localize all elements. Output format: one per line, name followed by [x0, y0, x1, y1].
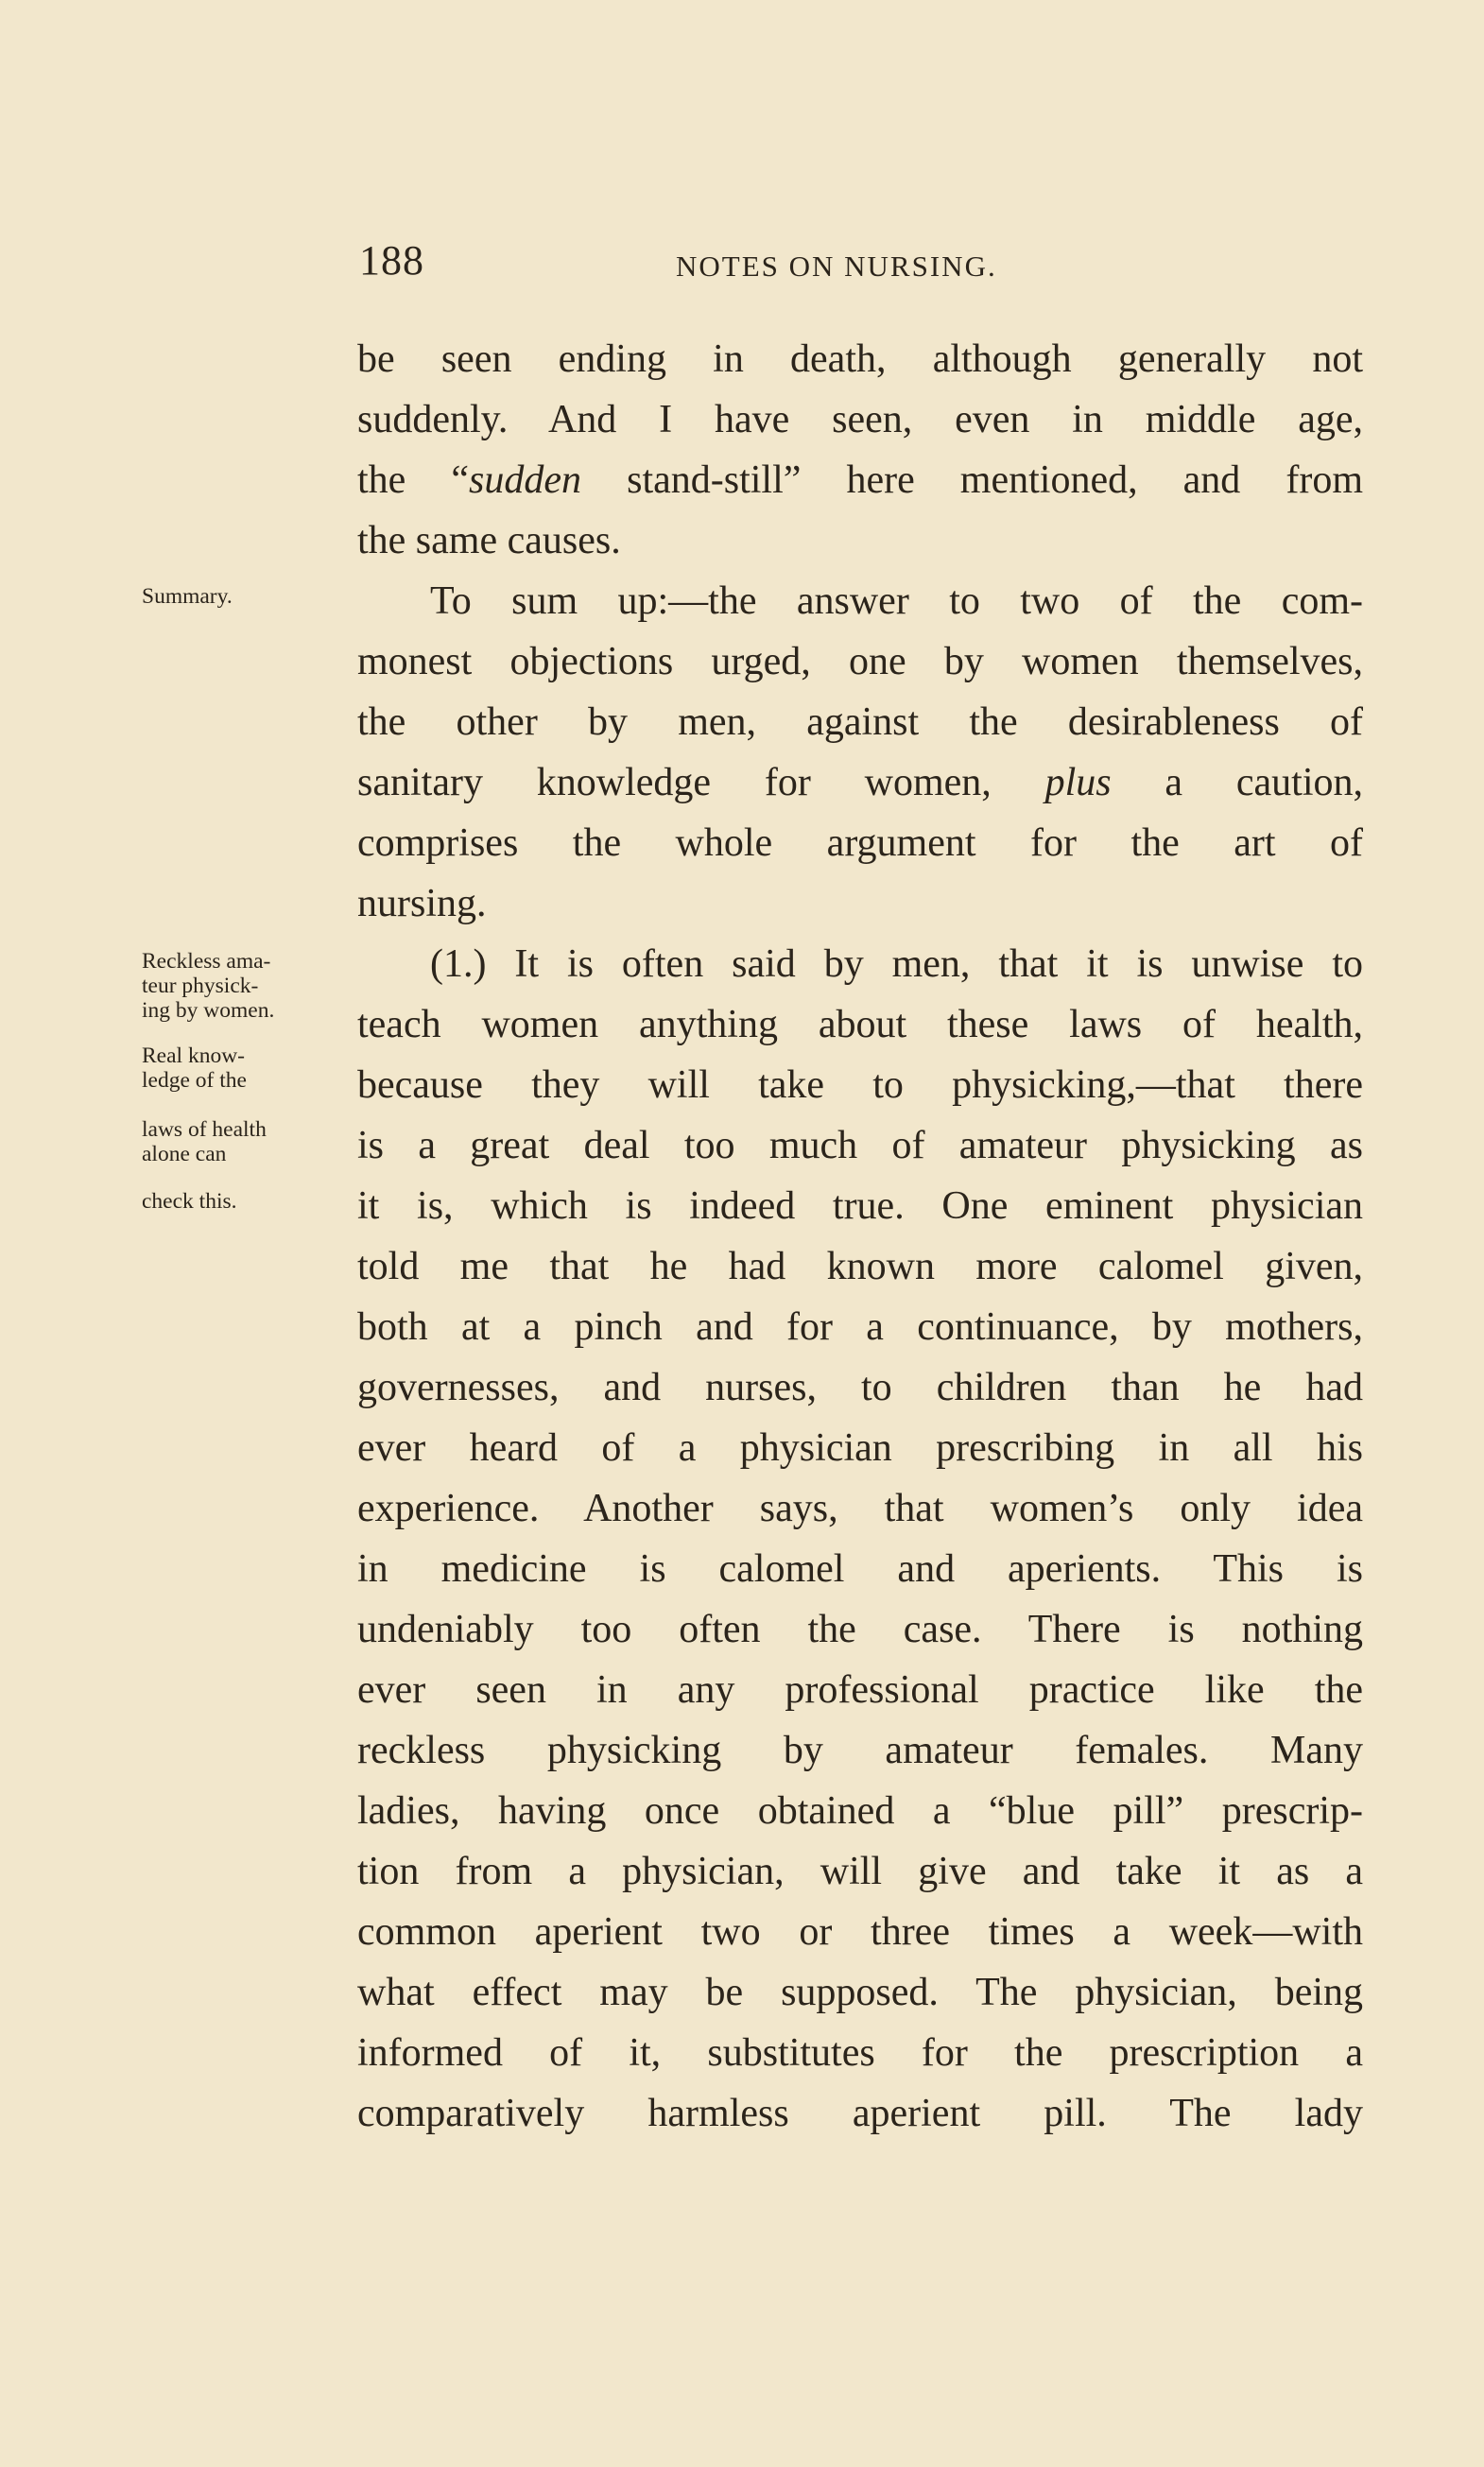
body-line: because they will take to physicking,—that there — [357, 1063, 1363, 1107]
margin-note-summary: Summary. — [142, 584, 233, 609]
page-header — [359, 236, 1361, 293]
italic-word: sudden — [469, 458, 582, 502]
body-line: in medicine is calomel and aperients. This is — [357, 1547, 1363, 1591]
body-line: be seen ending in death, although generally not — [357, 337, 1363, 381]
margin-note-line: Real know- — [142, 1044, 245, 1068]
margin-note-line: check this. — [142, 1189, 237, 1214]
body-line: undeniably too often the case. There is nothing — [357, 1608, 1363, 1651]
body-line: teach women anything about these laws of health, — [357, 1003, 1363, 1046]
body-line: both at a pinch and for a continuance, by mothers, — [357, 1305, 1363, 1349]
body-line: ever seen in any professional practice like the — [357, 1668, 1363, 1712]
body-line: comparatively harmless aperient pill. The lady — [357, 2092, 1363, 2135]
body-line: suddenly. And I have seen, even in middle age, — [357, 398, 1363, 441]
text-fragment: a caution, — [1111, 761, 1363, 804]
body-line: it is, which is indeed true. One eminent physician — [357, 1184, 1363, 1228]
body-line: common aperient two or three times a week—with — [357, 1910, 1363, 1954]
body-line: what effect may be supposed. The physician, being — [357, 1971, 1363, 2014]
text-fragment: stand-still” here mentioned, and from — [581, 458, 1364, 502]
body-line: ladies, having once obtained a “blue pill” prescrip- — [357, 1789, 1363, 1833]
margin-note-line: ledge of the — [142, 1068, 247, 1093]
margin-note-line: Reckless ama- — [142, 949, 271, 974]
body-line: nursing. — [357, 882, 487, 925]
body-line: comprises the whole argument for the art of — [357, 821, 1363, 865]
body-line: reckless physicking by amateur females. Many — [357, 1729, 1363, 1772]
body-line: monest objections urged, one by women themselves, — [357, 640, 1363, 683]
body-line: informed of it, substitutes for the prescription a — [357, 2031, 1363, 2075]
body-line: To sum up:—the answer to two of the com- — [430, 579, 1363, 623]
body-line — [357, 754, 1363, 811]
body-line: governesses, and nurses, to children than he had — [357, 1366, 1363, 1409]
body-line: is a great deal too much of amateur physicking as — [357, 1124, 1363, 1167]
body-line: (1.) It is often said by men, that it is unwise to — [430, 942, 1363, 986]
running-head: NOTES ON NURSING. — [676, 250, 997, 283]
margin-note-line: laws of health — [142, 1117, 267, 1142]
margin-note-line: ing by women. — [142, 998, 275, 1023]
body-line: tion from a physician, will give and take it as a — [357, 1850, 1363, 1893]
italic-word: plus — [1044, 761, 1112, 804]
body-line: the other by men, against the desirableness of — [357, 700, 1363, 744]
margin-note-line: teur physick- — [142, 974, 259, 998]
body-line: the same causes. — [357, 519, 621, 562]
text-fragment: the “ — [357, 458, 470, 502]
body-line — [357, 452, 1363, 509]
page-number: 188 — [359, 237, 424, 284]
body-line: ever heard of a physician prescribing in all his — [357, 1426, 1363, 1470]
margin-note-line: alone can — [142, 1142, 227, 1166]
body-line: experience. Another says, that women’s only idea — [357, 1487, 1363, 1530]
body-line: told me that he had known more calomel given, — [357, 1245, 1363, 1288]
text-fragment: sanitary knowledge for women, — [357, 761, 1045, 804]
